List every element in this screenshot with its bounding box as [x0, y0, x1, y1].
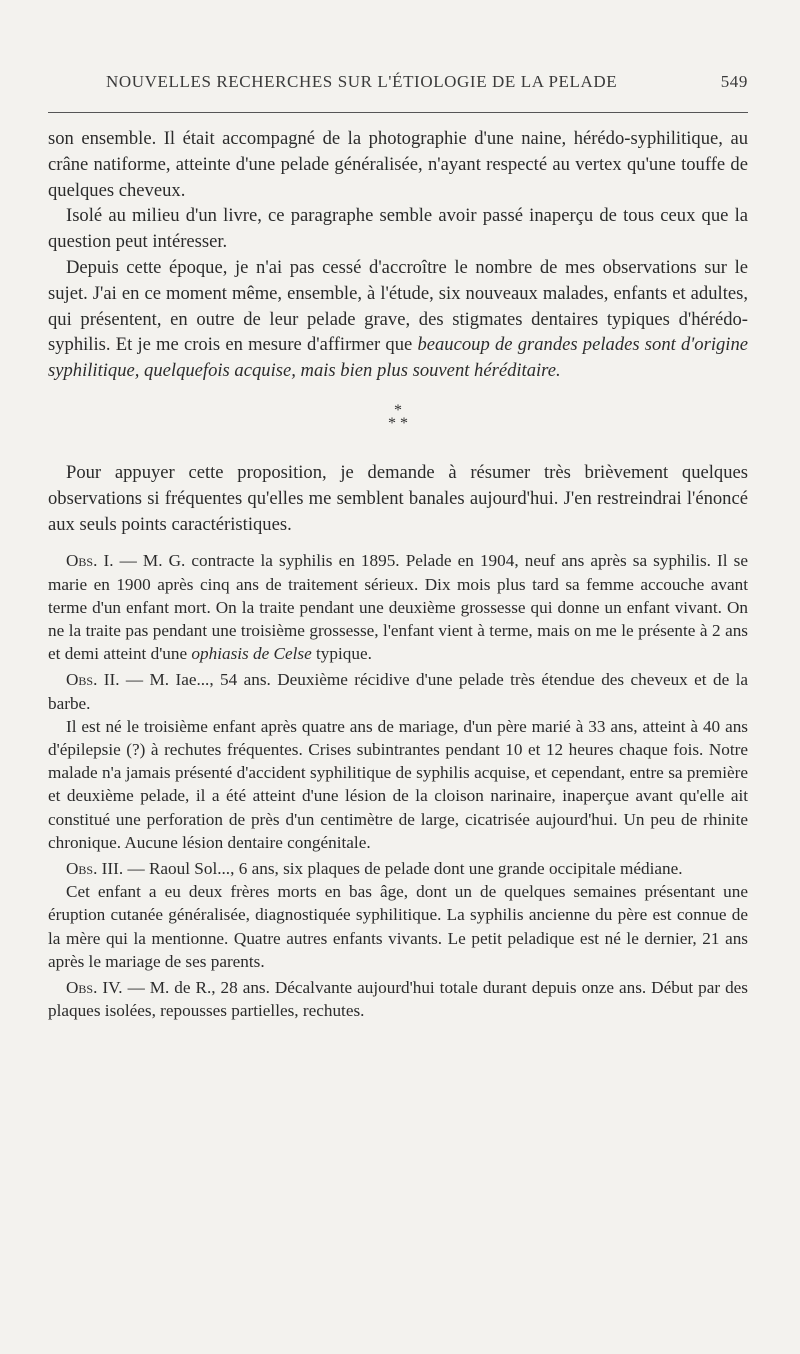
- paragraph-isole: Isolé au milieu d'un livre, ce paragraphe semble avoir passé inaperçu de tous ceux que la question peut intéresser.: [48, 205, 748, 253]
- obs-3-label: Obs. III.: [66, 859, 124, 878]
- paragraph-continuation: son ensemble. Il était accompagné de la photographie d'une naine, hérédo-syphilitique, au crâne natiforme, atteinte d'une pelade généralisée, n'ayant respecté au vertex qu'une touffe de quelques cheveux.: [48, 128, 748, 201]
- body-text: [48, 126, 748, 1022]
- observation-3-paragraph: Cet enfant a eu deux frères morts en bas âge, dont un de quelques semaines présentant une éruption cutanée généralisée, diagnostiquée syphilitique. La syphilis ancienne du père est connue de la mère qui la mentionne. Quatre autres enfants vivants. Le petit peladique est né le dernier, 21 ans après le mariage de ses parents.: [48, 882, 748, 971]
- obs-1-text: — M. G. contracte la syphilis en 1895. Pelade en 1904, neuf ans après sa syphilis. Il se marie en 1900 après cinq ans de traitement sérieux. Dix mois plus tard sa femme accouche avant terme d'un enfant mort. On la traite pendant une deuxième grossesse qui donne un enfant vivant. On ne la traite pas pendant une troisième grossesse, l'enfant vient à terme, mais on me le présente à 2 ans et demi atteint d'une: [48, 551, 748, 664]
- observation-3: [48, 857, 748, 880]
- page-number: 549: [720, 72, 748, 91]
- section-intro: [48, 126, 748, 384]
- observation-1: [48, 549, 748, 665]
- obs-4-text: — M. de R., 28 ans. Décalvante aujourd'hui totale durant depuis onze ans. Début par des plaques isolées, repousses partielles, rechutes.: [48, 978, 748, 1021]
- obs-4-label: Obs. IV.: [66, 978, 123, 998]
- running-head-title: NOUVELLES RECHERCHES SUR L'ÉTIOLOGIE DE LA PELADE: [106, 72, 618, 91]
- observation-4: [48, 976, 748, 1022]
- header-rule: [48, 112, 748, 113]
- obs-2-text: — M. Iae..., 54 ans. Deuxième récidive d'une pelade très étendue des cheveux et de la barbe.: [48, 670, 748, 713]
- separator-stars-bottom: * *: [388, 414, 408, 432]
- observation-2-paragraph: Il est né le troisième enfant après quatre ans de mariage, d'un père marié à 33 ans, atteint à 40 ans d'épilepsie (?) à rechutes fréquentes. Crises subintrantes pendant 10 et 12 heures chaque fois. Notre malade n'a jamais présenté d'accident syphilitique de syphilis acquise, et cependant, entre sa première et deuxième pelade, il a été atteint d'une lésion de la cloison narinaire, inaperçue avant qu'elle ait constitué une perforation de près d'un centimètre de large, cicatrisée aujourd'hui. Un peu de rhinite chronique. Aucune lésion dentaire congénitale.: [48, 716, 748, 852]
- observation-2: [48, 668, 748, 714]
- paragraph-depuis-emphasis: beaucoup de grandes pelades sont d'origine syphilitique, quelquefois acquise, mais bien plus souvent héréditaire.: [48, 334, 748, 382]
- paragraph-depuis: [48, 255, 748, 384]
- section-observations: [48, 549, 748, 1022]
- paragraph-pour-appuyer: Pour appuyer cette proposition, je demande à résumer très brièvement quelques observations si fréquentes qu'elles me semblent banales aujourd'hui. J'en restreindrai l'énoncé aux seuls points caractéristiques.: [48, 461, 748, 535]
- obs-3-text: — Raoul Sol..., 6 ans, six plaques de pelade dont une grande occipitale médiane.: [123, 859, 683, 878]
- obs-1-text-end: typique.: [311, 644, 372, 664]
- section-separator: [48, 401, 748, 432]
- paragraph-depuis-text: Depuis cette époque, je n'ai pas cessé d'accroître le nombre de mes observations sur le sujet. J'ai en ce moment même, ensemble, à l'étude, six nouveaux malades, enfants et adultes, qui présentent, en outre de leur pelade grave, des stigmates dentaires typiques d'hérédo-syphilis. Et je me crois en mesure d'affirmer que: [48, 256, 748, 356]
- separator-star-top: *: [394, 401, 402, 419]
- obs-1-italic: ophiasis de Celse: [191, 644, 312, 664]
- obs-1-label: Obs. I.: [66, 551, 114, 571]
- obs-2-label: Obs. II.: [66, 670, 120, 690]
